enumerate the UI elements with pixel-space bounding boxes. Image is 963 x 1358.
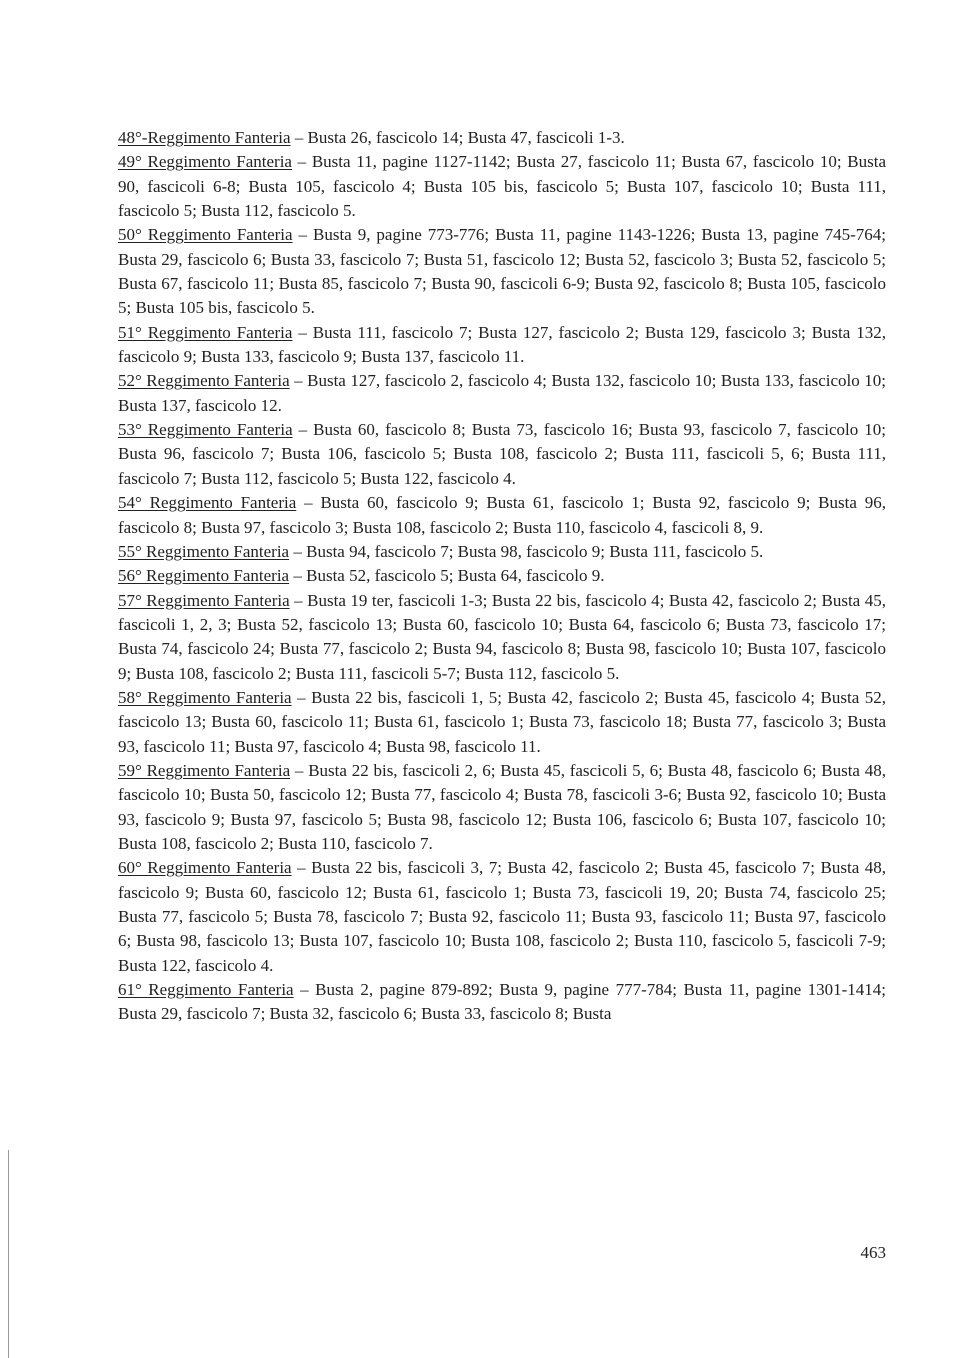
entry-references: – Busta 94, fascicolo 7; Busta 98, fascicolo 9; Busta 111, fascicolo 5. <box>289 541 764 561</box>
index-entry-58 <box>118 686 886 759</box>
page-number: 463 <box>860 1243 886 1262</box>
entry-references: – Busta 60, fascicolo 9; Busta 61, fascicolo 1; Busta 92, fascicolo 9; Busta 96, fascicolo 8; Busta 97, fascicolo 3; Busta 108, fascicolo 2; Busta 110, fascicolo 4, fascicoli 8, 9. <box>118 493 886 537</box>
regiment-title: 58° Reggimento Fanteria <box>118 687 292 707</box>
regiment-title: 60° Reggimento Fanteria <box>118 858 292 878</box>
index-entry-60 <box>118 856 886 978</box>
regiment-title: 61° Reggimento Fanteria <box>118 980 294 1000</box>
index-entry-51 <box>118 321 886 370</box>
entry-references: – Busta 9, pagine 773-776; Busta 11, pagine 1143-1226; Busta 13, pagine 745-764; Busta 29, fascicolo 6; Busta 33, fascicolo 7; Busta 51, fascicolo 12; Busta 52, fascicolo 3; Busta 52, fascicolo 5; Busta 67, fascicolo 11; Busta 85, fascicolo 7; Busta 90, fascicoli 6-9; Busta 92, fascicolo 8; Busta 105, fascicolo 5; Busta 105 bis, fascicolo 5. <box>118 225 886 318</box>
entry-references: – Busta 127, fascicolo 2, fascicolo 4; Busta 132, fascicolo 10; Busta 133, fascicolo 10; Busta 137, fascicolo 12. <box>118 371 886 415</box>
index-entry-61 <box>118 978 886 1027</box>
regiment-title: 57° Reggimento Fanteria <box>118 590 290 610</box>
index-entry-57 <box>118 589 886 686</box>
entry-references: – Busta 11, pagine 1127-1142; Busta 27, fascicolo 11; Busta 67, fascicolo 10; Busta 90, fascicoli 6-8; Busta 105, fascicolo 4; Busta 105 bis, fascicolo 5; Busta 107, fascicolo 10; Busta 111, fascicolo 5; Busta 112, fascicolo 5. <box>118 152 886 221</box>
entry-references: – Busta 22 bis, fascicoli 2, 6; Busta 45, fascicoli 5, 6; Busta 48, fascicolo 6; Busta 48, fascicolo 10; Busta 50, fascicolo 12; Busta 77, fascicolo 4; Busta 78, fascicoli 3-6; Busta 92, fascicolo 10; Busta 93, fascicolo 9; Busta 97, fascicolo 5; Busta 98, fascicolo 12; Busta 106, fascicolo 6; Busta 107, fascicolo 10; Busta 108, fascicolo 2; Busta 110, fascicolo 7. <box>118 760 886 853</box>
entry-references: – Busta 26, fascicolo 14; Busta 47, fascicoli 1-3. <box>290 128 625 147</box>
index-entry-52 <box>118 369 886 418</box>
index-entry-59 <box>118 759 886 856</box>
index-entry-55 <box>118 540 886 564</box>
regiment-title: 48°-Reggimento Fanteria <box>118 128 291 147</box>
entry-references: – Busta 22 bis, fascicoli 1, 5; Busta 42, fascicolo 2; Busta 45, fascicolo 4; Busta 52, fascicolo 13; Busta 60, fascicolo 11; Busta 61, fascicolo 1; Busta 73, fascicolo 18; Busta 77, fascicolo 3; Busta 93, fascicolo 11; Busta 97, fascicolo 4; Busta 98, fascicolo 11. <box>118 687 886 756</box>
entry-references: – Busta 2, pagine 879-892; Busta 9, pagine 777-784; Busta 11, pagine 1301-1414; Busta 29, fascicolo 7; Busta 32, fascicolo 6; Busta 33, fascicolo 8; Busta <box>118 980 886 1024</box>
binding-edge-line <box>8 1150 9 1358</box>
index-entry-49 <box>118 150 886 223</box>
regiment-title: 53° Reggimento Fanteria <box>118 420 293 440</box>
regiment-title: 51° Reggimento Fanteria <box>118 322 293 342</box>
regiment-title: 55° Reggimento Fanteria <box>118 541 290 561</box>
index-entry-50 <box>118 223 886 320</box>
regiment-title: 50° Reggimento Fanteria <box>118 225 293 245</box>
regiment-title: 52° Reggimento Fanteria <box>118 371 290 391</box>
entry-references: – Busta 111, fascicolo 7; Busta 127, fascicolo 2; Busta 129, fascicolo 3; Busta 132, fascicolo 9; Busta 133, fascicolo 9; Busta 137, fascicolo 11. <box>118 322 886 367</box>
entry-references: – Busta 60, fascicolo 8; Busta 73, fascicolo 16; Busta 93, fascicolo 7, fascicolo 10; Busta 96, fascicolo 7; Busta 106, fascicolo 5; Busta 108, fascicolo 2; Busta 111, fascicoli 5, 6; Busta 111, fascicolo 7; Busta 112, fascicolo 5; Busta 122, fascicolo 4. <box>118 420 886 488</box>
index-entry-53 <box>118 418 886 491</box>
index-entry-56 <box>118 564 886 588</box>
regiment-title: 54° Reggimento Fanteria <box>118 493 297 513</box>
regiment-title: 49° Reggimento Fanteria <box>118 152 292 172</box>
entry-references: – Busta 22 bis, fascicoli 3, 7; Busta 42, fascicolo 2; Busta 45, fascicolo 7; Busta 48, fascicolo 9; Busta 60, fascicolo 12; Busta 61, fascicolo 1; Busta 73, fascicoli 19, 20; Busta 74, fascicolo 25; Busta 77, fascicolo 5; Busta 78, fascicolo 7; Busta 92, fascicolo 11; Busta 93, fascicolo 11; Busta 97, fascicolo 6; Busta 98, fascicolo 13; Busta 107, fascicolo 10; Busta 108, fascicolo 2; Busta 110, fascicolo 5, fascicoli 7-9; Busta 122, fascicolo 4. <box>118 858 886 975</box>
regiment-title: 56° Reggimento Fanteria <box>118 566 290 586</box>
index-entry-48 <box>118 126 886 150</box>
entry-references: – Busta 52, fascicolo 5; Busta 64, fascicolo 9. <box>289 566 605 586</box>
entry-references: – Busta 19 ter, fascicoli 1-3; Busta 22 bis, fascicolo 4; Busta 42, fascicolo 2; Busta 45, fascicoli 1, 2, 3; Busta 52, fascicolo 13; Busta 60, fascicolo 10; Busta 64, fascicolo 6; Busta 73, fascicolo 17; Busta 74, fascicolo 24; Busta 77, fascicolo 2; Busta 94, fascicolo 8; Busta 98, fascicolo 10; Busta 107, fascicolo 9; Busta 108, fascicolo 2; Busta 111, fascicoli 5-7; Busta 112, fascicolo 5. <box>118 590 886 683</box>
regiment-index-list <box>118 126 886 1027</box>
index-entry-54 <box>118 491 886 540</box>
regiment-title: 59° Reggimento Fanteria <box>118 760 291 780</box>
